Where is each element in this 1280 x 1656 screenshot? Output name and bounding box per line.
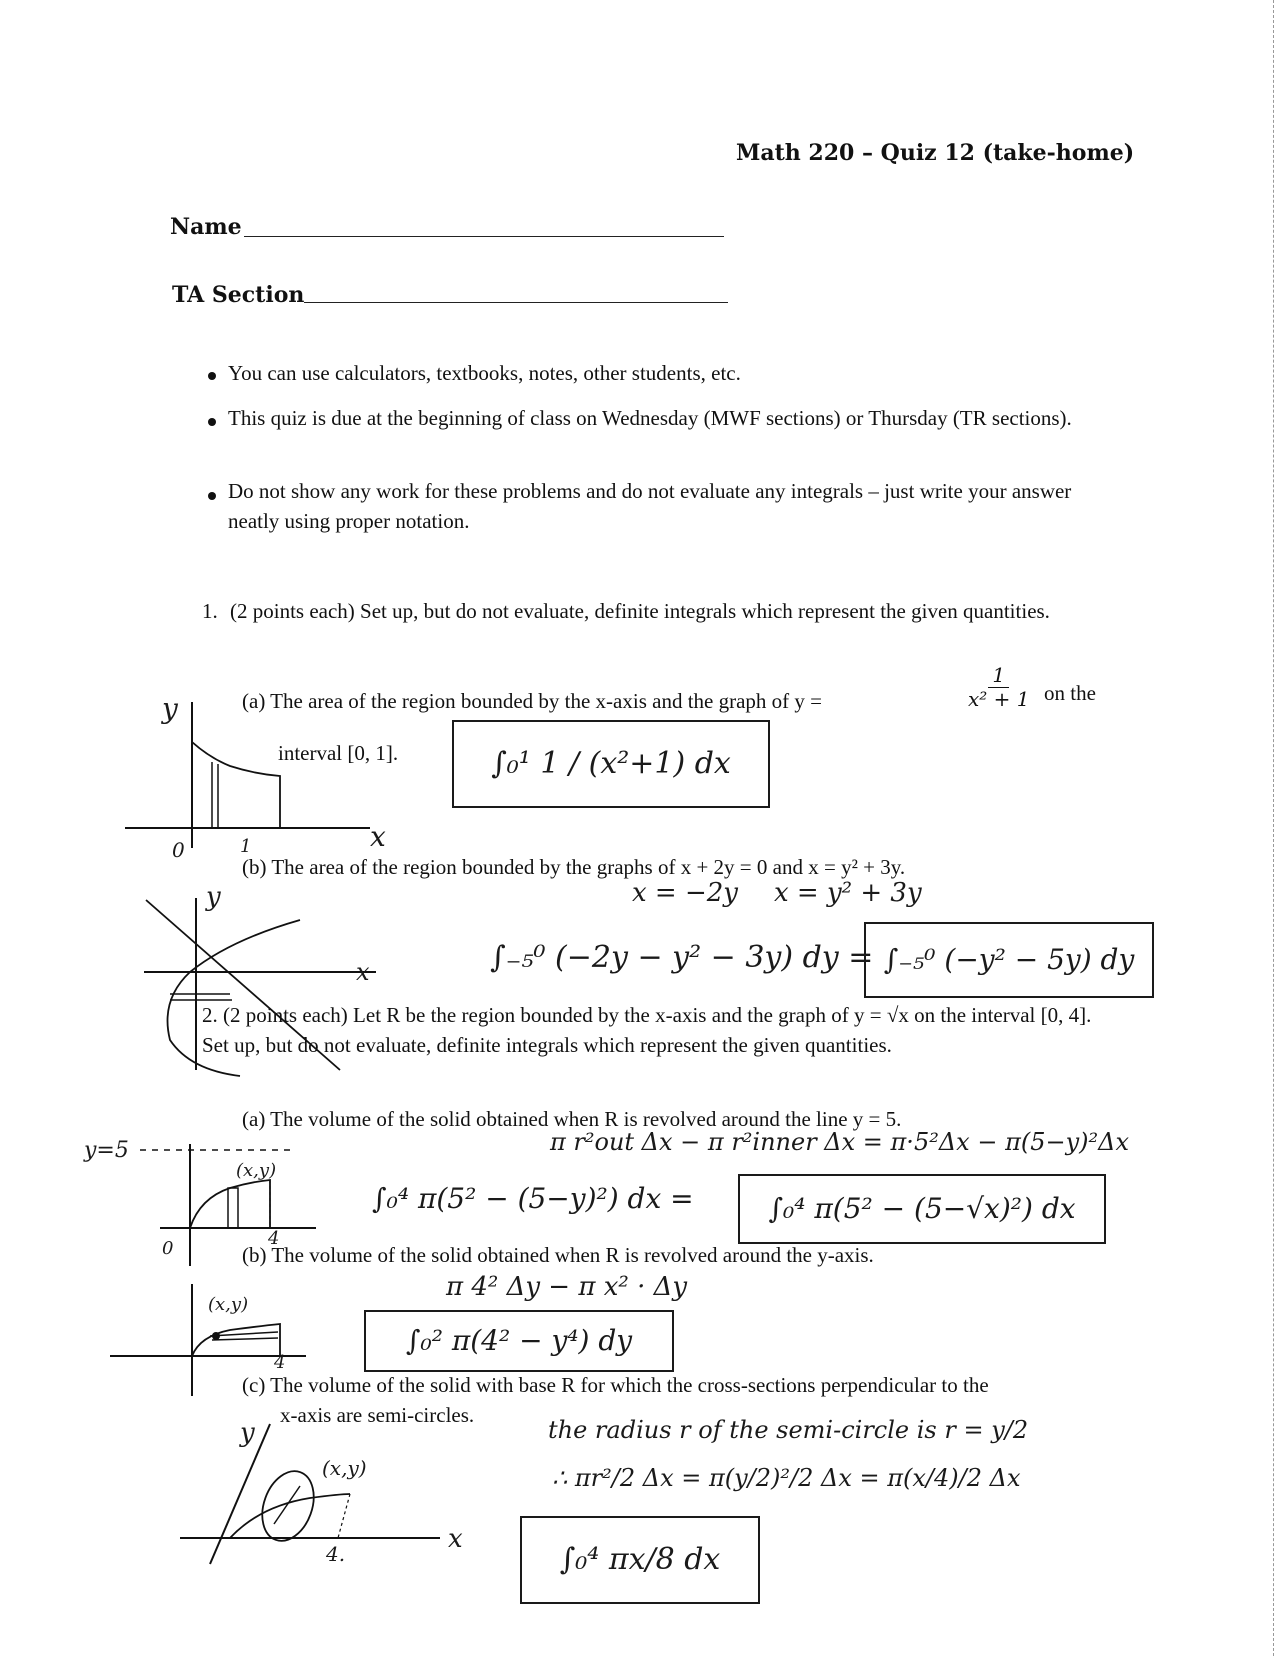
q2a-work-2: ∫₀⁴ π(5² − (5−y)²) dx = bbox=[372, 1182, 694, 1215]
q1a-suffix: on the bbox=[1044, 681, 1096, 705]
q1b-work-3: ∫₋₅⁰ (−2y − y² − 3y) dy = bbox=[490, 940, 874, 975]
q2b-answer: ∫₀² π(4² − y⁴) dy bbox=[405, 1324, 633, 1357]
q2a-text: (a) The volume of the solid obtained when R is revolved around the line y = 5. bbox=[242, 1107, 902, 1131]
page-title: Math 220 – Quiz 12 (take-home) bbox=[736, 140, 1135, 166]
q1a-graph-y: y bbox=[162, 692, 178, 725]
q2c-work-1: the radius r of the semi-circle is r = y/2 bbox=[548, 1416, 1029, 1444]
q2c-text2: x-axis are semi-circles. bbox=[280, 1403, 475, 1427]
q1b-work-1: x = −2y bbox=[632, 878, 738, 908]
ta-section-label: TA Section bbox=[172, 282, 305, 308]
q1a-frac-den: x² + 1 bbox=[968, 687, 1030, 711]
q2c-graph-y: y bbox=[240, 1418, 255, 1448]
q2c-work-2: ∴ πr²/2 Δx = π(y/2)²/2 Δx = π(x/4)/2 Δx bbox=[552, 1464, 1021, 1492]
bullet-icon bbox=[208, 418, 216, 426]
q2a-answer-box bbox=[738, 1174, 1106, 1244]
q1a-graph-one: 1 bbox=[240, 836, 252, 857]
q2c-graph bbox=[170, 1414, 460, 1574]
q1a-answer-box bbox=[452, 720, 770, 808]
q2a-graph-y5: y=5 bbox=[84, 1138, 129, 1163]
bullet-icon bbox=[208, 492, 216, 500]
q2a-graph-origin: 0 bbox=[162, 1238, 174, 1259]
instruction-2: This quiz is due at the beginning of class on Wednesday (MWF sections) or Thursday (TR sections). bbox=[228, 406, 1072, 430]
q2c-text: (c) The volume of the solid with base R for which the cross-sections perpendicular to the bbox=[242, 1373, 989, 1397]
q1-stem: (2 points each) Set up, but do not evaluate, definite integrals which represent the given quantities. bbox=[230, 599, 1050, 623]
q1a-fraction bbox=[968, 664, 1030, 711]
bullet-icon bbox=[208, 372, 216, 380]
q1b-graph-y: y bbox=[206, 882, 221, 912]
q2c-semicircle bbox=[253, 1464, 323, 1548]
q1a-text2: interval [0, 1]. bbox=[278, 741, 399, 765]
q2a-graph-four: 4 bbox=[268, 1228, 280, 1249]
name-field[interactable] bbox=[244, 236, 724, 237]
q2a-answer: ∫₀⁴ π(5² − (5−√x)²) dx bbox=[768, 1192, 1076, 1225]
q1a-graph bbox=[120, 690, 380, 860]
q1b-work-2: x = y² + 3y bbox=[774, 878, 922, 908]
q2c-answer: ∫₀⁴ πx/8 dx bbox=[559, 1542, 721, 1577]
q2c-answer-box bbox=[520, 1516, 760, 1604]
q1b-text: (b) The area of the region bounded by the graphs of x + 2y = 0 and x = y² + 3y. bbox=[242, 855, 906, 879]
q1a-frac-num: 1 bbox=[988, 664, 1009, 688]
q1a-answer: ∫₀¹ 1 / (x²+1) dx bbox=[491, 746, 731, 781]
q1-number: 1. bbox=[202, 599, 218, 623]
q2c-graph-four: 4. bbox=[326, 1542, 346, 1566]
q1b-answer: ∫₋₅⁰ (−y² − 5y) dy bbox=[883, 943, 1135, 976]
q2a-work-1: π r²out Δx − π r²inner Δx = π·5²Δx − π(5−y)²Δx bbox=[550, 1128, 1129, 1156]
q1a-graph-x: x bbox=[370, 820, 386, 853]
scan-edge bbox=[1273, 0, 1274, 1656]
q2b-text: (b) The volume of the solid obtained when R is revolved around the y-axis. bbox=[242, 1243, 874, 1267]
q1a-region bbox=[192, 742, 280, 828]
q1a-graph-origin: 0 bbox=[172, 838, 185, 862]
ta-section-field[interactable] bbox=[304, 302, 728, 303]
instruction-3: Do not show any work for these problems and do not evaluate any integrals – just write your answer neatly using proper notation. bbox=[228, 479, 1072, 534]
q1a-text: (a) The area of the region bounded by the x-axis and the graph of y = bbox=[242, 689, 823, 713]
q2c-graph-x: x bbox=[448, 1524, 463, 1554]
q2a-region bbox=[190, 1180, 270, 1228]
q2b-graph-four: 4 bbox=[274, 1352, 286, 1373]
name-label: Name bbox=[170, 214, 242, 240]
q2b-work-1: π 4² Δy − π x² · Δy bbox=[446, 1272, 688, 1302]
q2b-answer-box bbox=[364, 1310, 674, 1372]
q2b-graph-xy: (x,y) bbox=[208, 1294, 249, 1315]
q1b-graph-x: x bbox=[356, 958, 370, 986]
q2-stem: 2. (2 points each) Let R be the region bounded by the x-axis and the graph of y = √x on the interval [0, 4]. Set up, but do not evaluate, definite integrals which represent the given quantities. bbox=[202, 1003, 1092, 1058]
q2a-graph-xy: (x,y) bbox=[236, 1160, 277, 1181]
instruction-1: You can use calculators, textbooks, notes, other students, etc. bbox=[228, 361, 741, 385]
q1b-answer-box bbox=[864, 922, 1154, 998]
q2c-graph-xy: (x,y) bbox=[322, 1456, 367, 1480]
